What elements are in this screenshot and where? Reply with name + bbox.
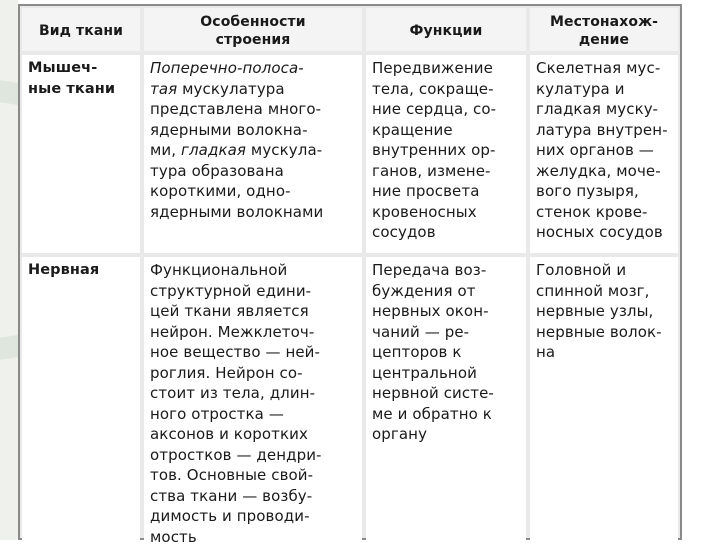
- header-functions-label: Функции: [409, 22, 483, 39]
- row-nervous-tissue-type: Нервная: [22, 257, 140, 547]
- row-nervous-functions: Передача воз- буждения от нервных окон- чаний — ре- цепторов к центральной нервной систе- ме и обратно к органу: [366, 257, 526, 547]
- row-muscle-functions: Передвижение тела, сокраще- ние сердца, со- кращение внутренних ор- ганов, измене- ние просвета кровеносных сосудов: [366, 55, 526, 253]
- tissue-table-grid: [20, 6, 680, 546]
- row-muscle-tissue-type: Мышеч- ные ткани: [22, 55, 140, 253]
- structure-italic-striated: Поперечно-полоса- тая: [150, 59, 304, 98]
- header-functions: [366, 8, 526, 51]
- structure-text-1: мускулатура представлена много- ядерными волокна- ми,: [150, 79, 322, 159]
- structure-text-2: мускула- тура образована короткими, одно- ядерными волокнами: [150, 141, 324, 221]
- header-location-label: Местонахож- дение: [549, 13, 659, 48]
- row-nervous-location: Головной и спинной мозг, нервные узлы, нервные волок- на: [530, 257, 678, 547]
- header-structure-label: Особенности строения: [200, 13, 306, 48]
- row-muscle-structure: [144, 55, 362, 253]
- row-muscle-location: Скелетная мус- кулатура и гладкая мускy- латура внутрен- них органов — желудка, моче- вого пузыря, стенок крове- носных сосудов: [530, 55, 678, 253]
- header-location: [530, 8, 678, 51]
- structure-italic-smooth: гладкая: [181, 141, 247, 159]
- header-structure: [144, 8, 362, 51]
- header-tissue-type: [22, 8, 140, 51]
- row-nervous-structure: Функциональной структурной едини- цей ткани является нейрон. Межклеточ- ное вещество — ней- роглия. Нейрон со- стоит из тела, длин- ного отростка — аксонов и коротких отростков — дендри- тов. Основные свой- ства ткани — возбу- димость и проводи- мость: [144, 257, 362, 547]
- header-tissue-type-label: Вид ткани: [38, 22, 124, 39]
- tissue-table: [18, 4, 682, 546]
